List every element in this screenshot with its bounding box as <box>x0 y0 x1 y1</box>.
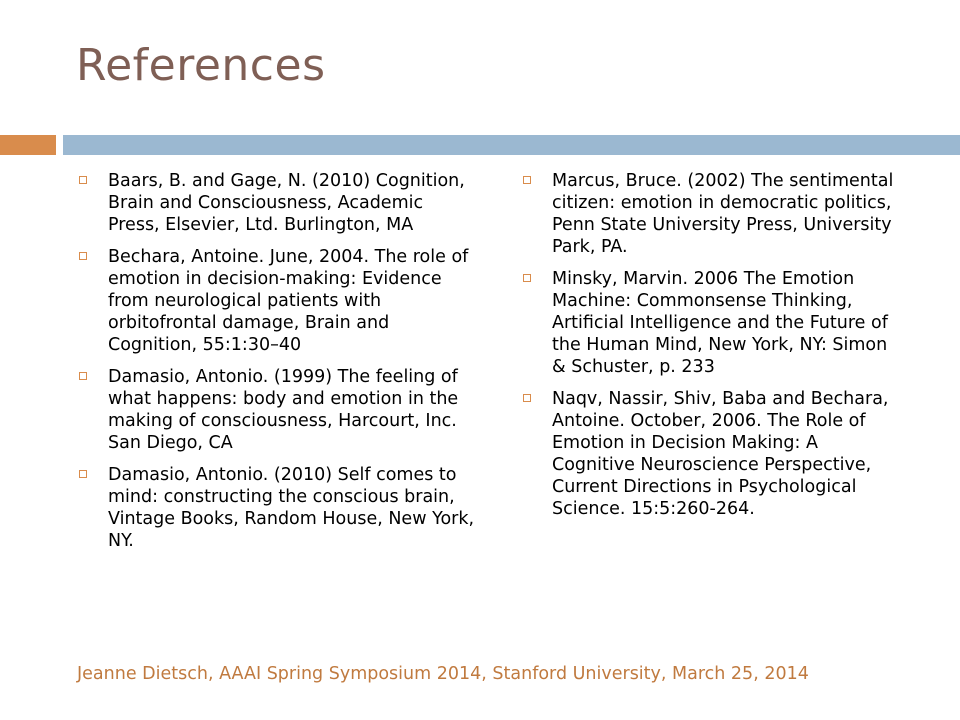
square-bullet-icon <box>79 252 87 260</box>
square-bullet-icon <box>523 274 531 282</box>
reference-text: Marcus, Bruce. (2002) The sentimental citizen: emotion in democratic politics, Penn State University Press, University Park, PA. <box>552 171 894 257</box>
reference-item <box>522 388 904 520</box>
reference-item <box>78 366 478 454</box>
reference-text: Damasio, Antonio. (1999) The feeling of what happens: body and emotion in the making of consciousness, Harcourt, Inc. San Diego, CA <box>108 367 459 453</box>
reference-text: Damasio, Antonio. (2010) Self comes to mind: constructing the conscious brain, Vintage Books, Random House, New York, NY. <box>108 465 475 551</box>
reference-item <box>522 170 904 258</box>
square-bullet-icon <box>79 372 87 380</box>
references-right-column <box>522 170 904 530</box>
reference-text: Minsky, Marvin. 2006 The Emotion Machine: Commonsense Thinking, Artificial Intelligence and the Future of the Human Mind, New York, NY: Simon & Schuster, p. 233 <box>552 269 888 377</box>
slide-footer: Jeanne Dietsch, AAAI Spring Symposium 2014, Stanford University, March 25, 2014 <box>77 664 809 684</box>
square-bullet-icon <box>523 176 531 184</box>
square-bullet-icon <box>79 470 87 478</box>
reference-item <box>522 268 904 378</box>
reference-item <box>78 464 478 552</box>
reference-item <box>78 246 478 356</box>
header-divider-bar <box>63 135 960 155</box>
accent-bar <box>0 135 56 155</box>
slide-title: References <box>76 40 326 91</box>
reference-text: Bechara, Antoine. June, 2004. The role of emotion in decision-making: Evidence from neurological patients with orbitofrontal damage, Brain and Cognition, 55:1:30–40 <box>108 247 469 355</box>
reference-text: Naqv, Nassir, Shiv, Baba and Bechara, Antoine. October, 2006. The Role of Emotion in Decision Making: A Cognitive Neuroscience Perspective, Current Directions in Psychological Science. 15:5:260-264. <box>552 389 889 519</box>
references-left-column <box>78 170 478 562</box>
square-bullet-icon <box>79 176 87 184</box>
reference-item <box>78 170 478 236</box>
square-bullet-icon <box>523 394 531 402</box>
reference-text: Baars, B. and Gage, N. (2010) Cognition, Brain and Consciousness, Academic Press, Elsevier, Ltd. Burlington, MA <box>108 171 465 235</box>
